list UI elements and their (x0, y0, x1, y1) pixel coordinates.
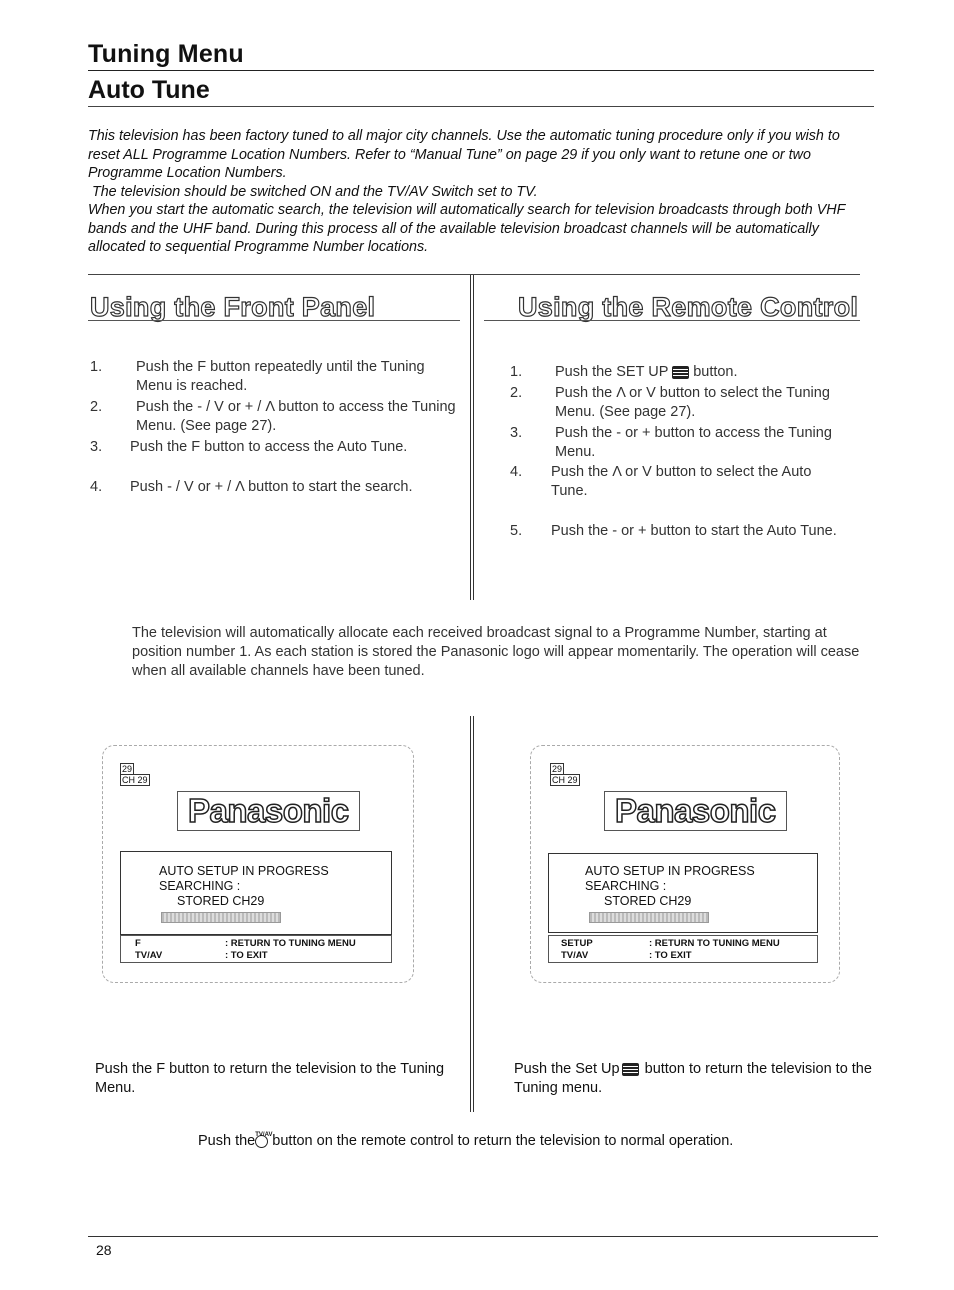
step-text: Push the - or + button to start the Auto Tune. (551, 523, 837, 539)
tv-av-icon-label: TV/AV (255, 1131, 273, 1138)
caption-text: Push the Set Up (514, 1061, 620, 1077)
title-rule (88, 70, 874, 71)
footer-rule (88, 1236, 878, 1237)
status-line: AUTO SETUP IN PROGRESS (585, 864, 755, 878)
key-label: TV/AV (561, 950, 589, 961)
step-text: Push the F button repeatedly until the Tuning Menu is reached. (136, 359, 425, 394)
key-help-box (120, 935, 392, 963)
key-help-box (548, 935, 818, 963)
step-text: Push - / V or + / Λ button to start the search. (130, 479, 413, 495)
step-text: Push the F button to access the Auto Tune. (130, 439, 408, 455)
step-number: 1. (510, 364, 523, 380)
step-number: 1. (90, 359, 103, 375)
column-divider (470, 716, 474, 1112)
status-line: AUTO SETUP IN PROGRESS (159, 864, 329, 878)
key-description: : RETURN TO TUNING MENU (225, 938, 356, 949)
panasonic-logo: Panasonic (604, 791, 787, 831)
bottom-note (198, 1132, 838, 1151)
intro-paragraph: This television has been factory tuned to all major city channels. Use the automatic tuning procedure only if you wish to reset ALL Programme Location Numbers. Refer to “Manual Tune” on page 29 if you only want to retune one or two Programme Location Numbers. (88, 128, 840, 181)
setup-button-icon (622, 1063, 639, 1076)
key-label: F (135, 938, 141, 949)
step-text-part: Push the SET UP (555, 364, 669, 380)
step-number: 3. (510, 425, 523, 441)
step-text-part: button. (693, 364, 738, 380)
step-number: 4. (90, 479, 103, 495)
panasonic-logo: Panasonic (177, 791, 360, 831)
front-panel-steps (90, 358, 460, 508)
stored-channel: STORED CH29 (604, 894, 692, 908)
step-text: Push the - / V or + / Λ button to access the Tuning Menu. (See page 27). (136, 399, 456, 434)
status-line: SEARCHING : (585, 879, 667, 893)
step-number: 3. (90, 439, 103, 455)
column-divider (470, 275, 474, 600)
intro-paragraph: The television should be switched ON and the TV/AV Switch set to TV. (92, 183, 538, 200)
step-number: 2. (510, 385, 523, 401)
tv-av-button-icon (255, 1131, 273, 1148)
remote-heading-rule (484, 320, 860, 321)
columns-top-rule (88, 274, 860, 275)
remote-caption (514, 1060, 874, 1098)
key-description: : RETURN TO TUNING MENU (649, 938, 780, 949)
tv-screen-remote (530, 745, 842, 985)
setup-info-box (120, 851, 392, 935)
step-text: Push the Λ or V button to select the Tuning Menu. (See page 27). (555, 385, 830, 420)
key-label: SETUP (561, 938, 593, 949)
note-text: Push the (198, 1133, 256, 1149)
front-caption: Push the F button to return the television to the Tuning Menu. (95, 1061, 445, 1096)
step-number: 4. (510, 464, 523, 480)
key-description: : TO EXIT (225, 950, 268, 961)
note-text: button on the remote control to return the television to normal operation. (272, 1133, 734, 1149)
progress-bar (589, 912, 709, 923)
programme-number: 29 (552, 764, 563, 774)
setup-info-box (548, 853, 818, 933)
remote-steps (510, 363, 870, 548)
page-number: 28 (96, 1242, 112, 1258)
setup-button-icon (672, 366, 689, 379)
front-panel-heading: Using the Front Panel (90, 292, 376, 322)
tv-screen-front (102, 745, 414, 985)
progress-bar (161, 912, 281, 923)
stored-channel: STORED CH29 (177, 894, 265, 908)
step-number: 2. (90, 399, 103, 415)
intro-paragraph: When you start the automatic search, the television will automatically search for television broadcasts through both VHF bands and the UHF band. During this process all of the available television broadcast channels will be automatically allocated to sequential Programme Number locations. (88, 202, 846, 255)
caption-text: button to return the television to the Tuning menu. (514, 1061, 872, 1096)
step-text: Push the - or + button to access the Tuning Menu. (555, 425, 832, 460)
channel-number: CH 29 (122, 775, 148, 785)
channel-number: CH 29 (552, 775, 578, 785)
remote-heading: Using the Remote Control (518, 292, 859, 322)
key-description: : TO EXIT (649, 950, 692, 961)
section-rule (88, 106, 874, 107)
auto-allocation-text: The television will automatically allocate each received broadcast signal to a Programme Number, starting at position number 1. As each station is stored the Panasonic logo will appear momentarily. The operation will cease when all available channels have been tuned. (132, 625, 860, 679)
front-panel-heading-rule (88, 320, 460, 321)
key-label: TV/AV (135, 950, 163, 961)
page-title: Tuning Menu (88, 40, 244, 68)
intro-text (88, 127, 874, 257)
step-text (555, 363, 865, 382)
status-line: SEARCHING : (159, 879, 241, 893)
step-number: 5. (510, 523, 523, 539)
programme-number: 29 (122, 764, 133, 774)
section-title: Auto Tune (88, 76, 210, 104)
step-text: Push the Λ or V button to select the Auto Tune. (551, 464, 812, 499)
